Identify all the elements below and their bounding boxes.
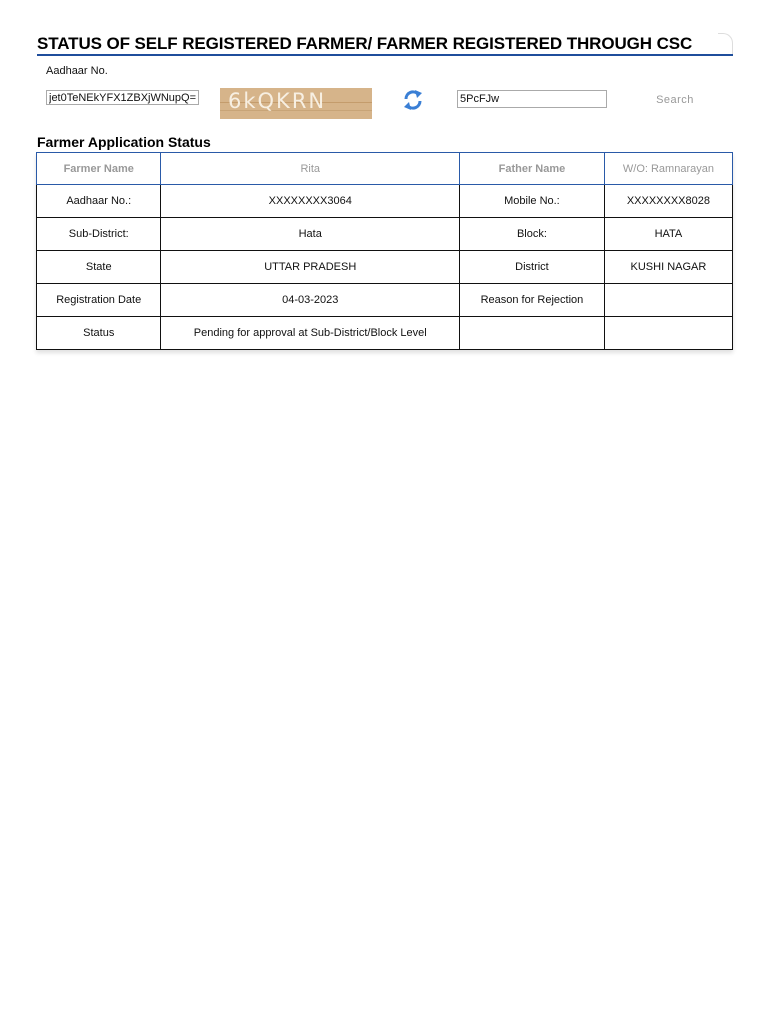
- captcha-image: [220, 88, 372, 119]
- block-value: HATA: [604, 218, 732, 251]
- captcha-input[interactable]: [457, 90, 607, 108]
- mobile-no-value: XXXXXXXX8028: [604, 185, 732, 218]
- rejection-reason-label: Reason for Rejection: [460, 284, 605, 317]
- registration-date-value: 04-03-2023: [161, 284, 460, 317]
- district-label: District: [460, 251, 605, 284]
- table-row: [37, 284, 733, 317]
- mobile-no-label: Mobile No.:: [460, 185, 605, 218]
- empty-cell: [460, 317, 605, 350]
- table-row: [37, 317, 733, 350]
- aadhaar-no-label: Aadhaar No.:: [37, 185, 161, 218]
- registration-date-label: Registration Date: [37, 284, 161, 317]
- father-name-label: Father Name: [460, 153, 605, 185]
- aadhaar-label: Aadhaar No.: [46, 65, 108, 77]
- farmer-status-table: [36, 152, 733, 350]
- section-title: Farmer Application Status: [37, 134, 211, 150]
- rejection-reason-value: [604, 284, 732, 317]
- table-row: [37, 153, 733, 185]
- panel-corner: [718, 33, 733, 54]
- father-name-value: W/O: Ramnarayan: [604, 153, 732, 185]
- sub-district-label: Sub-District:: [37, 218, 161, 251]
- empty-cell: [604, 317, 732, 350]
- farmer-name-label: Farmer Name: [37, 153, 161, 185]
- farmer-name-value: Rita: [161, 153, 460, 185]
- sub-district-value: Hata: [161, 218, 460, 251]
- district-value: KUSHI NAGAR: [604, 251, 732, 284]
- status-label: Status: [37, 317, 161, 350]
- captcha-text: 6kQKRN: [228, 89, 327, 113]
- aadhaar-no-value: XXXXXXXX3064: [161, 185, 460, 218]
- table-row: [37, 251, 733, 284]
- title-underline: [37, 54, 733, 56]
- page-title: STATUS OF SELF REGISTERED FARMER/ FARMER REGISTERED THROUGH CSC: [37, 34, 693, 53]
- aadhaar-input[interactable]: [46, 90, 199, 105]
- table-row: [37, 185, 733, 218]
- table-row: [37, 218, 733, 251]
- search-button[interactable]: Search: [645, 91, 705, 109]
- status-value: Pending for approval at Sub-District/Block Level: [161, 317, 460, 350]
- block-label: Block:: [460, 218, 605, 251]
- refresh-icon[interactable]: [402, 88, 424, 112]
- state-value: UTTAR PRADESH: [161, 251, 460, 284]
- state-label: State: [37, 251, 161, 284]
